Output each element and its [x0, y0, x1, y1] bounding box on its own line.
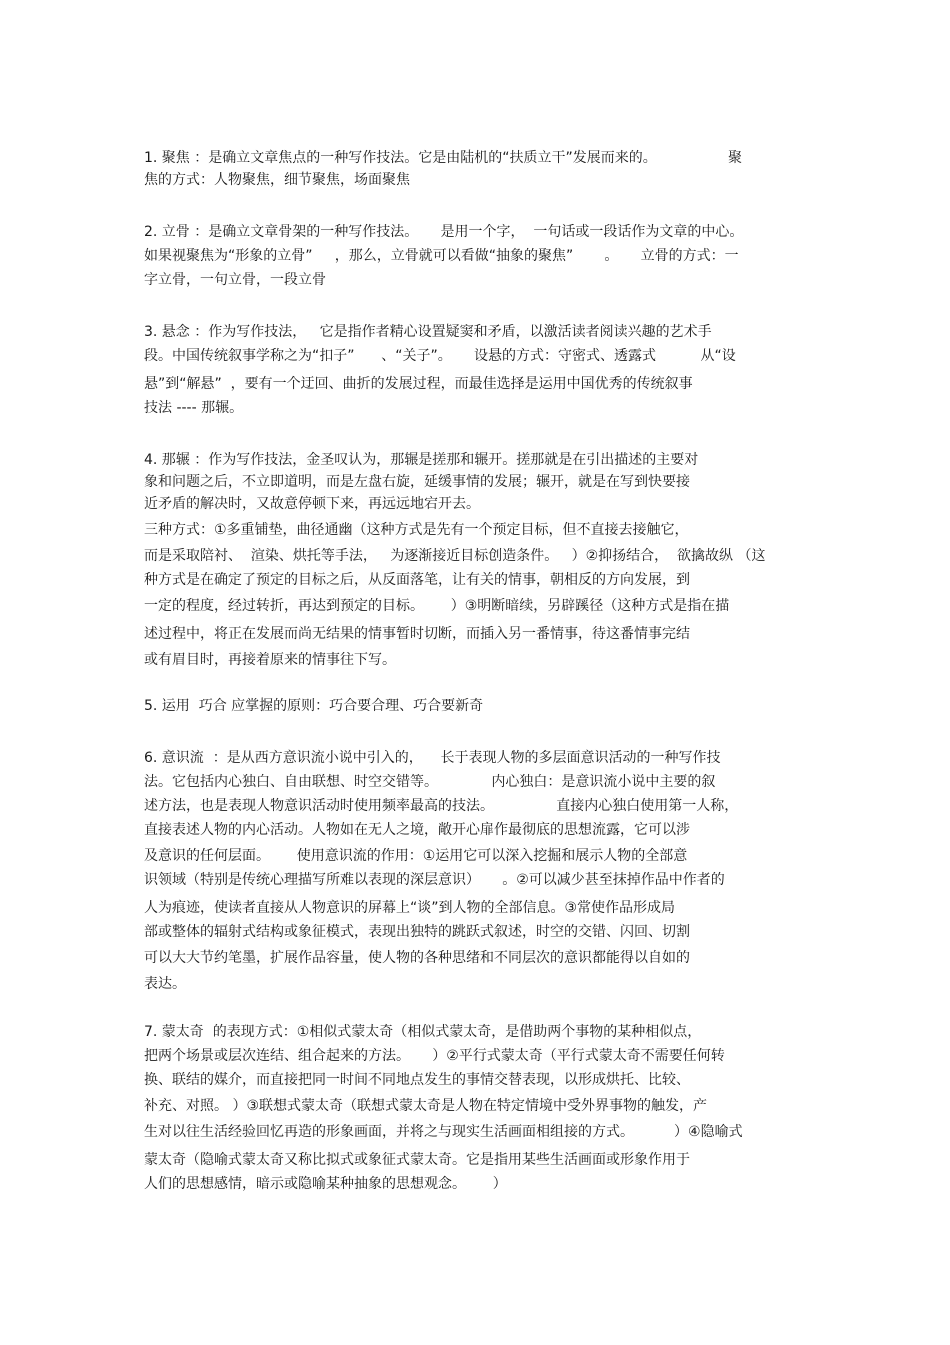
text-line: 换、联结的媒介，而直接把同一时间不同地点发生的事情交替表现，以形成烘托、比较、	[144, 1072, 690, 1088]
text-line: 识领域（特别是传统心理描写所难以表现的深层意识） 。②可以减少甚至抹掉作品中作者的	[144, 872, 725, 888]
text-line: 而是采取陪衬、 渲染、烘托等手法， 为逐渐接近目标创造条件。 ）②抑扬结合， 欲擒故纵 （这	[144, 548, 766, 564]
text-line: 字立骨，一句立骨，一段立骨	[144, 272, 326, 288]
text-line: 或有眉目时，再接着原来的情事往下写。	[144, 652, 396, 668]
text-line: 如果视聚焦为“形象的立骨” ，那么，立骨就可以看做“抽象的聚焦” 。 立骨的方式：一	[144, 248, 739, 264]
text-line: 人们的思想感情，暗示或隐喻某种抽象的思想观念。 ）	[144, 1176, 507, 1192]
text-line: 1. 聚焦 ：是确立文章焦点的一种写作技法。它是由陆机的“扶质立干”发展而来的。 聚	[144, 150, 742, 166]
text-line: 把两个场景或层次连结、组合起来的方法。 ）②平行式蒙太奇（平行式蒙太奇不需要任何转	[144, 1048, 725, 1064]
text-line: 生对以往生活经验回忆再造的形象画面，并将之与现实生活画面相组接的方式。 ）④隐喻式	[144, 1124, 743, 1140]
text-line: 焦的方式：人物聚焦，细节聚焦，场面聚焦	[144, 172, 410, 188]
text-line: 法。它包括内心独白、自由联想、时空交错等。 内心独白：是意识流小说中主要的叙	[144, 774, 716, 790]
text-line: 2. 立骨 ：是确立文章骨架的一种写作技法。 是用一个字， 一句话或一段话作为文章的中心。	[144, 224, 744, 240]
text-line: 三种方式：①多重铺垫，曲径通幽（这种方式是先有一个预定目标，但不直接去接触它，	[144, 522, 689, 538]
text-line: 6. 意识流 ：是从西方意识流小说中引入的， 长于表现人物的多层面意识活动的一种写作技	[144, 750, 721, 766]
text-line: 可以大大节约笔墨，扩展作品容量，使人物的各种思绪和不同层次的意识都能得以自如的	[144, 950, 690, 966]
text-line: 补充、对照。 ）③联想式蒙太奇（联想式蒙太奇是人物在特定情境中受外界事物的触发，产	[144, 1098, 707, 1114]
text-line: 述方法，也是表现人物意识活动时使用频率最高的技法。 直接内心独白使用第一人称，	[144, 798, 739, 814]
text-line: 7. 蒙太奇 的表现方式：①相似式蒙太奇（相似式蒙太奇，是借助两个事物的某种相似点，	[144, 1024, 702, 1040]
text-line: 一定的程度，经过转折，再达到预定的目标。 ）③明断暗续，另辟蹊径（这种方式是指在描	[144, 598, 730, 614]
text-line: 近矛盾的解决时，又故意停顿下来，再远远地宕开去。	[144, 496, 480, 512]
text-line: 蒙太奇（隐喻式蒙太奇又称比拟式或象征式蒙太奇。它是指用某些生活画面或形象作用于	[144, 1152, 690, 1168]
text-line: 述过程中，将正在发展而尚无结果的情事暂时切断，而插入另一番情事，待这番情事完结	[144, 626, 690, 642]
text-line: 种方式是在确定了预定的目标之后，从反面落笔，让有关的情事，朝相反的方向发展，到	[144, 572, 690, 588]
text-line: 表达。	[144, 976, 186, 992]
text-line: 5. 运用 巧合 应掌握的原则：巧合要合理、巧合要新奇	[144, 698, 484, 714]
text-line: 人为痕迹，使读者直接从人物意识的屏幕上“谈”到人物的全部信息。③常使作品形成局	[144, 900, 676, 916]
text-line: 部或整体的辐射式结构或象征模式，表现出独特的跳跃式叙述，时空的交错、闪回、切割	[144, 924, 690, 940]
text-line: 悬”到“解悬” ，要有一个迂回、曲折的发展过程，而最佳选择是运用中国优秀的传统叙事	[144, 376, 693, 392]
text-line: 直接表述人物的内心活动。人物如在无人之境，敞开心扉作最彻底的思想流露，它可以涉	[144, 822, 690, 838]
text-line: 及意识的任何层面。 使用意识流的作用：①运用它可以深入挖掘和展示人物的全部意	[144, 848, 688, 864]
text-line: 4. 那辗 ：作为写作技法，金圣叹认为，那辗是搓那和辗开。搓那就是在引出描述的主要对	[144, 452, 699, 468]
text-line: 段。中国传统叙事学称之为“扣子” 、“关子”。 设悬的方式：守密式、透露式 从“设	[144, 348, 736, 364]
text-line: 技法 ---- 那辗。	[144, 400, 244, 416]
text-line: 象和问题之后，不立即道明，而是左盘右旋，延缓事情的发展；辗开，就是在写到快要接	[144, 474, 690, 490]
text-line: 3. 悬念 ：作为写作技法， 它是指作者精心设置疑窦和矛盾，以激活读者阅读兴趣的艺术手	[144, 324, 712, 340]
